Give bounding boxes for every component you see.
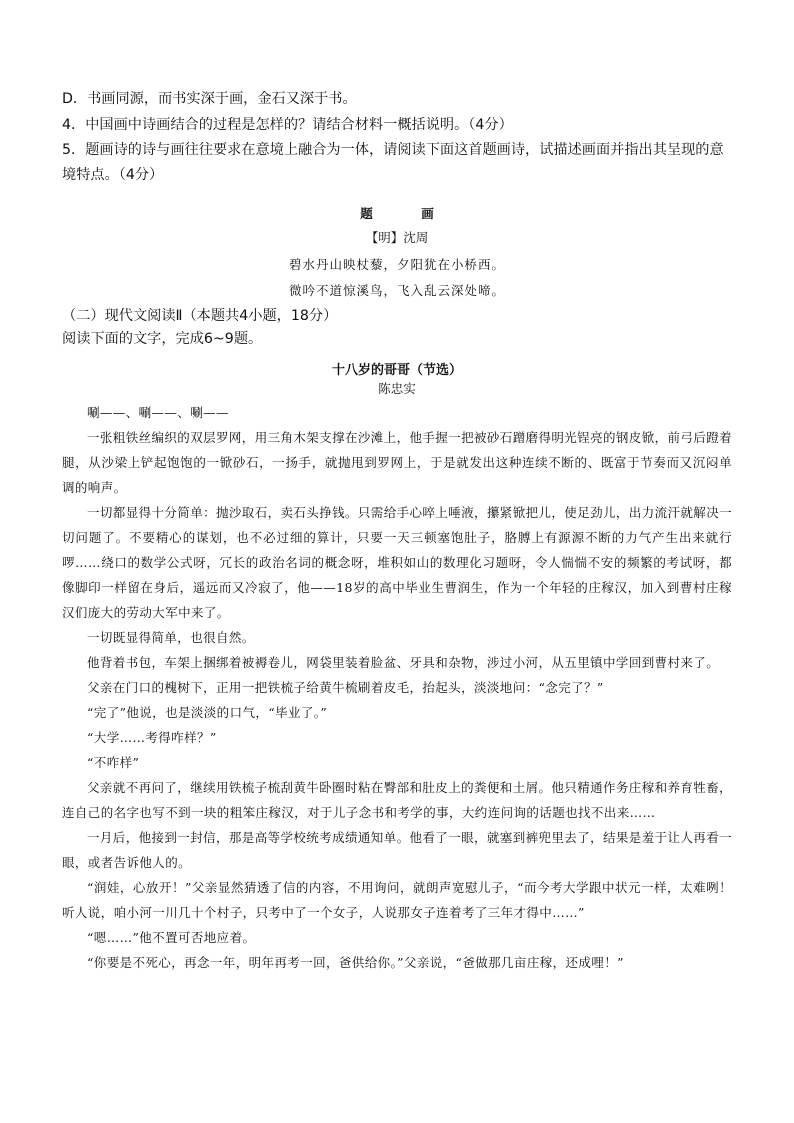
poem-line-2: 微吟不道惊溪鸟，飞入乱云深处啼。 bbox=[288, 283, 505, 298]
article-body bbox=[62, 400, 732, 975]
article-paragraph: 一切既显得简单，也很自然。 bbox=[87, 630, 255, 645]
section-heading: （二）现代文阅读Ⅱ（本题共4小题，18分） bbox=[62, 308, 338, 324]
article-title: 十八岁的哥哥（节选） bbox=[331, 363, 462, 378]
section-instruction: 阅读下面的文字，完成6~9题。 bbox=[62, 331, 263, 347]
article-paragraph: “嗯……”他不置可否地应着。 bbox=[87, 930, 256, 945]
article-author: 陈忠实 bbox=[378, 381, 416, 396]
article-paragraph: 一月后，他接到一封信，那是高等学校统考成绩通知单。他看了一眼，就塞到裤兜里去了，结果是羞于让人再看一眼，或者告诉他人的。 bbox=[62, 830, 733, 870]
option-d: D．书画同源，而书实深于画，金石又深于书。 bbox=[62, 91, 357, 107]
article-paragraph: 父亲就不再问了，继续用铁梳子梳刮黄牛卧圈时粘在臀部和肚皮上的粪便和土屑。他只精通作务庄稼和养育牲畜，连自己的名字也写不到一块的粗笨庄稼汉，对于儿子念书和考学的事，大约连问询的话题也找不出来…… bbox=[62, 780, 733, 820]
article-paragraph: “你要是不死心，再念一年，明年再考一回，爸供给你。”父亲说，“爸做那几亩庄稼，还成哩！” bbox=[87, 955, 624, 970]
poem-title: 题 画 bbox=[360, 206, 452, 221]
article-paragraph: “不咋样” bbox=[87, 755, 140, 770]
article-paragraph: 父亲在门口的槐树下，正用一把铁梳子给黄牛梳刷着皮毛，抬起头，淡淡地问：“念完了？” bbox=[87, 680, 604, 695]
question-4: 4．中国画中诗画结合的过程是怎样的？请结合材料一概括说明。（4分） bbox=[62, 117, 513, 133]
article-paragraph: 一张粗铁丝编织的双层罗网，用三角木架支撑在沙滩上，他手握一把被砂石蹭磨得明光锃亮的钢皮锨，前弓后蹬着腿，从沙梁上铲起饱饱的一锨砂石，一扬手，就抛甩到罗网上，于是就发出这种连续不断的、既富于节奏而又沉闷单调的响声。 bbox=[62, 430, 733, 495]
poem-author: 【明】沈周 bbox=[365, 230, 429, 245]
article-paragraph: “润娃，心放开！”父亲显然猜透了信的内容，不用询问，就朗声宽慰儿子，“而今考大学跟中状元一样，太难咧！听人说，咱小河一川几十个村子，只考中了一个女子，人说那女子连着考了三年才得中……” bbox=[62, 880, 732, 920]
article-paragraph: “大学……考得咋样？” bbox=[87, 730, 217, 745]
article-paragraph: 一切都显得十分简单：抛沙取石，卖石头挣钱。只需给手心啐上唾液，攥紧锨把儿，使足劲儿，出力流汗就解决一切问题了。不要精心的谋划，也不必过细的算计，只要一天三顿塞饱肚子，胳膊上有源源不断的力气产生出来就行啰……绕口的数学公式呀，冗长的政治名词的概念呀，堆积如山的数理化习题呀，令人惴惴不安的频繁的考试呀，都像脚印一样留在身后，遥远而又冷寂了，他——18岁的高中毕业生曹润生，作为一个年轻的庄稼汉，加入到曹村庄稼汉们庞大的劳动大军中来了。 bbox=[62, 505, 733, 620]
article-paragraph: 唰——、唰——、唰—— bbox=[87, 405, 229, 420]
article-paragraph: “完了”他说，也是淡淡的口气，“毕业了。” bbox=[87, 705, 328, 720]
document-page bbox=[62, 86, 732, 975]
poem-line-1: 碧水丹山映杖藜，夕阳犹在小桥西。 bbox=[288, 257, 505, 272]
article-paragraph: 他背着书包，车架上捆绑着被褥卷儿，网袋里装着脸盆、牙具和杂物，涉过小河，从五里镇中学回到曹村来了。 bbox=[87, 655, 720, 670]
question-5: 5．题画诗的诗与画往往要求在意境上融合为一体，请阅读下面这首题画诗，试描述画面并指出其呈现的意境特点。（4分） bbox=[62, 142, 724, 183]
